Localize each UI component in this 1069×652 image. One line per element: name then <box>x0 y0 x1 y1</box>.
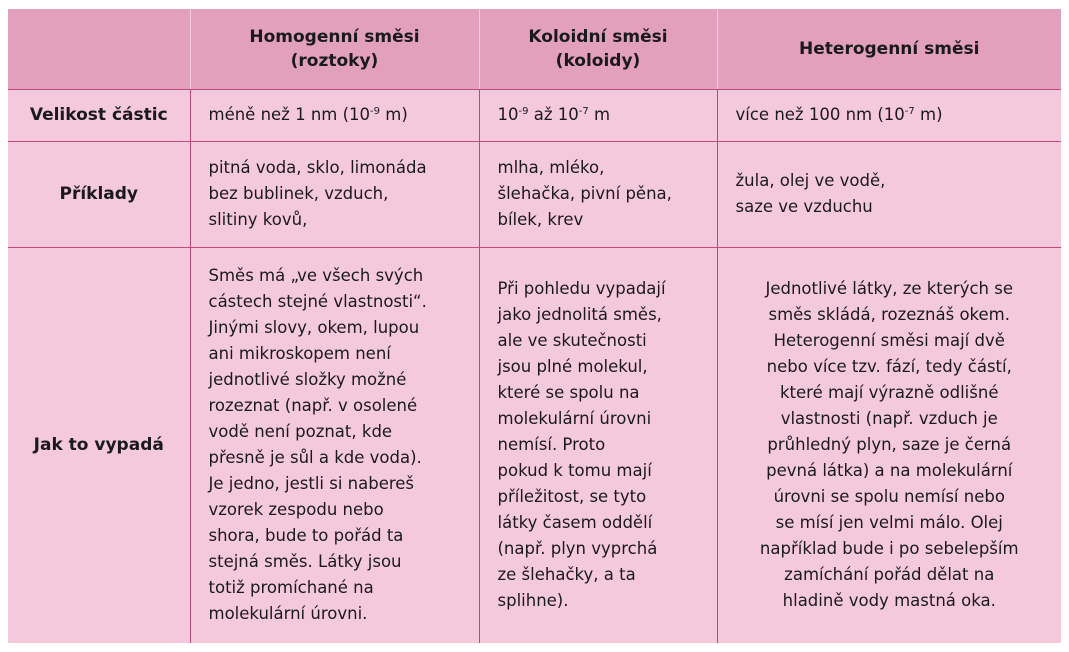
mixtures-comparison-table-wrapper <box>8 9 1061 643</box>
cell-content: Při pohledu vypadají jako jednolitá směs, ale ve skutečnosti jsou plné molekul, které se spolu na molekulární úrovni nemísí. Proto pokud k tomu mají příležitost, se tyto látky časem oddělí (např. plyn vyprchá ze šlehačky, a ta splihne). <box>497 279 666 611</box>
table-row <box>8 247 1061 643</box>
size-text: až 10 <box>528 105 579 124</box>
cell-heterogeneous-size <box>717 89 1061 141</box>
cell-heterogeneous-examples <box>717 141 1061 247</box>
cell-content: mlha, mléko, šlehačka, pivní pěna, bílek, krev <box>497 158 672 229</box>
size-exponent: -7 <box>904 106 915 117</box>
cell-homogeneous-appearance <box>190 247 479 643</box>
header-heterogeneous <box>717 9 1061 89</box>
size-exponent: -9 <box>518 106 529 117</box>
size-unit: m <box>588 105 611 124</box>
cell-content: pitná voda, sklo, limonáda bez bublinek, vzduch, slitiny kovů, <box>208 158 427 229</box>
header-homogeneous <box>190 9 479 89</box>
cell-content: Jednotlivé látky, ze kterých se směs skládá, rozeznáš okem. Heterogenní směsi mají dvě nebo více tzv. fází, tedy částí, které mají výrazně odlišné vlastnosti (např. vzduch je průhledný plyn, saze je černá pevná látka) a na molekulární úrovni se spolu nemísí nebo se mísí jen velmi málo. Olej například bude i po sebelepším zamíchání pořád dělat na hladině vody mastná oka. <box>759 279 1019 611</box>
cell-colloidal-appearance <box>479 247 717 643</box>
cell-content <box>480 102 717 128</box>
cell-homogeneous-size <box>190 89 479 141</box>
table-row <box>8 141 1061 247</box>
header-empty-cell <box>8 9 190 89</box>
header-colloidal <box>479 9 717 89</box>
cell-heterogeneous-appearance <box>717 247 1061 643</box>
size-unit: m) <box>380 105 408 124</box>
cell-homogeneous-examples <box>190 141 479 247</box>
size-exponent: -9 <box>370 106 381 117</box>
row-label-examples: Příklady <box>8 141 190 247</box>
size-text: méně než 1 nm (10 <box>208 105 371 124</box>
size-exponent: -7 <box>578 106 589 117</box>
header-homogeneous-label: Homogenní směsi (roztoky) <box>249 26 420 71</box>
mixtures-comparison-table <box>8 9 1061 643</box>
cell-content <box>718 102 1062 128</box>
cell-content: Směs má „ve všech svých cástech stejné vlastnosti“. Jinými slovy, okem, lupou ani mikroskopem není jednotlivé složky možné rozeznat (např. v osolené vodě není poznat, kde přesně je sůl a kde voda). Je jedno, jestli si nabereš vzorek zespodu nebo shora, bude to pořád ta stejná směs. Látky jsou totiž promíchané na molekulární úrovni. <box>208 266 427 624</box>
header-heterogeneous-label: Heterogenní směsi <box>799 38 980 59</box>
row-label-particle-size: Velikost částic <box>8 89 190 141</box>
header-row <box>8 9 1061 89</box>
size-text: více než 100 nm (10 <box>735 105 905 124</box>
header-colloidal-label: Koloidní směsi (koloidy) <box>528 26 668 71</box>
table-row <box>8 89 1061 141</box>
cell-content <box>191 102 479 128</box>
row-label-appearance: Jak to vypadá <box>8 247 190 643</box>
cell-colloidal-examples <box>479 141 717 247</box>
size-base: 10 <box>497 105 519 124</box>
size-unit: m) <box>914 105 943 124</box>
cell-colloidal-size <box>479 89 717 141</box>
cell-content: žula, olej ve vodě, saze ve vzduchu <box>735 171 886 216</box>
